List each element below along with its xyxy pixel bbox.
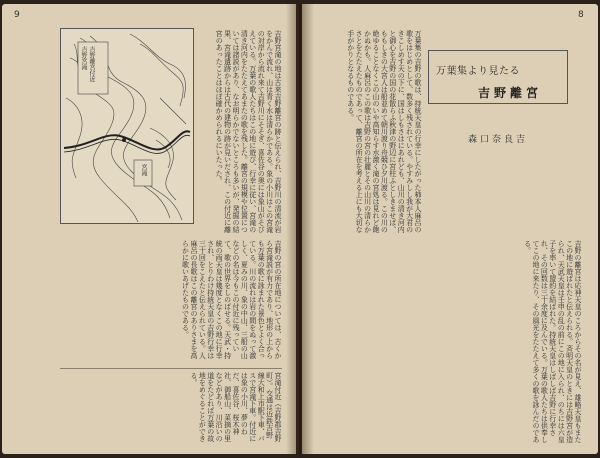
map-label-area: 吉野宮滝 xyxy=(80,46,87,70)
left-page-number: 9 xyxy=(14,10,20,20)
left-divider xyxy=(60,368,282,369)
right-lower-text xyxy=(318,240,582,444)
right-upper-paragraph: 万葉集の吉野の歌は、持統天皇の行幸にしたがった柿本人麻呂の歌をはじめとして、数多く残されている。やすみしし我が大君のきこしめす天の下に、国はしもさはにあれども、山川の清き河内と御心を吉野の国の花散らふ秋津の野辺に宮柱ふとしきませば、ももしきの大宮人は船並めて朝川渡り舟競ひ夕川渡る。この川の絶ゆることなくこの山のいや高知らす水激く滝の宮処は見れど飽かぬかも。人麻呂のこの歌は吉野の宮の壮麗とその山川の清らかさとをたたえたものであって、離宮の所在を考える上にも大切な手がかりとなるものである。 xyxy=(346,30,422,233)
book-gutter xyxy=(286,4,314,454)
map-label-title: 吉野離宮付近 xyxy=(88,46,95,82)
left-footer-paragraph: 宮滝付近（吉野郡吉野町）。交通は近鉄吉野線大和上市駅下車、バスで宮滝下車。付近には象の小川、夢のわだ、喜佐谷、桜木神社、御船山、菜摘の里などがあり、川沿いの道をたどれば万葉の故地をめぐることができる。 xyxy=(189,372,282,442)
right-upper-text-left xyxy=(318,30,422,234)
article-subtitle: 万葉集より見たる xyxy=(436,66,520,77)
map-label-site: 宮滝 xyxy=(140,164,147,176)
left-middle-paragraph: 吉野の宮の所在地については、古くから宮滝説が有力であり、地形の上からも万葉の歌に詠まれた景色とよく合っている。川の流れは岩の間をぬって激しく、夏みの川、象の中山、三船の山などの名は今もこの付近に残っていて、歌の世界をしのばせる。天武・持統の両天皇は幾度となくこの地に行幸され、とりわけ持統天皇の吉野行幸は三十回をこえたと伝えられている。人麻呂の長歌はこの離宮のありさまを高らかに歌いあげたものである。 xyxy=(181,240,282,359)
map-figure xyxy=(60,28,194,224)
left-upper-paragraph: 吉野宮滝の地は古来吉野離宮の跡と伝えられ、吉野川の清流が岩をかんで流れ、山は青く水は清らかである。象の小川はこの宮滝の対岸から流れ来て吉野川にそそぎ、喜佐谷の奥には象山がそびえている。万葉の歌人たちはこの地に遊び、行幸に従い、宮滝の清き河内をたたえてあまたの歌を残した。離宮の規模や位置については諸説があり、なお明らかでないところも多いが、発掘の結果、宮滝遺跡からは古代の建物の跡が見いだされ、この付近に離宮のあったことはほぼ確かめられるにいたった。 xyxy=(215,30,282,233)
left-middle-text xyxy=(60,240,282,364)
left-upper-text xyxy=(200,30,282,234)
right-page-number: 8 xyxy=(578,10,584,20)
article-title: 吉野離宮 xyxy=(478,86,543,100)
left-footer-text xyxy=(60,372,282,444)
right-lower-paragraph: 吉野の離宮は応神天皇のころからその名が見え、雄略天皇もまたこの地に遊ばれたと伝えられる。斉明天皇のときには吉野宮が造られ、天武天皇は壬申の乱の前にこの地に入られ、のちには六皇子を率いて盟約を結ばれた。持統天皇はしばしば吉野に行幸され、その回数は三十余度に及んでいる。万葉の歌人たちは供奉してこの地に来たり、その風光をたたえて多くの歌を詠んだのである。 xyxy=(523,240,582,443)
article-author: 森口奈良吉 xyxy=(468,135,529,145)
